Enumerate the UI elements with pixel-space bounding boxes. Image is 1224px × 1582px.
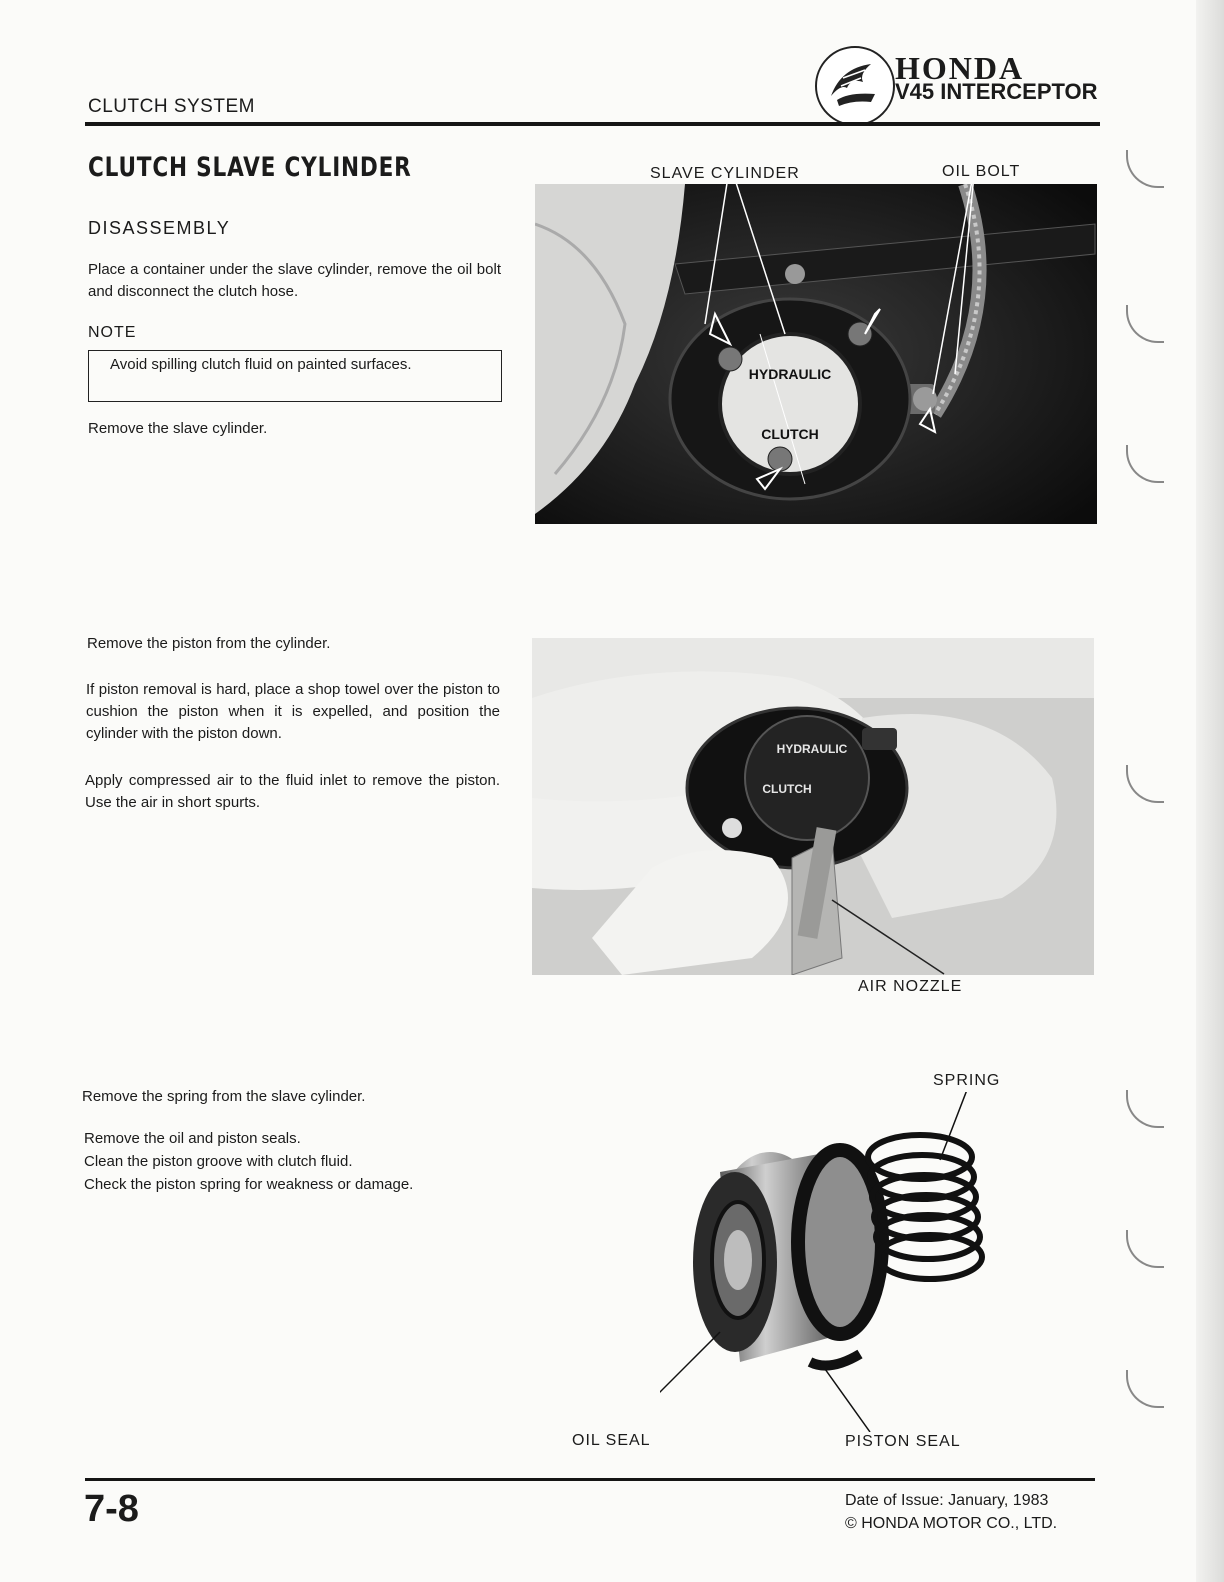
photo-piston-and-spring (660, 1092, 1020, 1432)
instruction-paragraph: If piston removal is hard, place a shop towel over the piston to cushion the piston when it is expelled, and position the cylinder with the piston down. (86, 681, 500, 742)
label-piston-seal: PISTON SEAL (845, 1433, 961, 1450)
label-oil-bolt: OIL BOLT (942, 163, 1021, 180)
honda-wing-logo (815, 46, 895, 126)
label-slave-cylinder: SLAVE CYLINDER (650, 165, 800, 182)
binder-ring (1126, 445, 1164, 483)
copyright: © HONDA MOTOR CO., LTD. (845, 1515, 1058, 1532)
page-edge-shadow (1196, 0, 1224, 1582)
note-label: NOTE (88, 324, 137, 341)
issue-date: Date of Issue: January, 1983 (845, 1492, 1049, 1509)
header-rule (85, 122, 1100, 126)
instruction-paragraph: Remove the oil and piston seals. (84, 1130, 301, 1147)
instruction-paragraph: Remove the slave cylinder. (88, 420, 268, 437)
binder-ring (1126, 1090, 1164, 1128)
photo-air-nozzle-removal (532, 638, 1094, 975)
instruction-paragraph: Remove the piston from the cylinder. (87, 635, 331, 652)
page-title: CLUTCH SLAVE CYLINDER (88, 152, 412, 183)
section-title: CLUTCH SYSTEM (88, 96, 255, 117)
instruction-paragraph: Remove the spring from the slave cylinder. (82, 1088, 366, 1105)
binder-ring (1126, 305, 1164, 343)
binder-ring (1126, 1370, 1164, 1408)
instruction-paragraph: Check the piston spring for weakness or damage. (84, 1176, 414, 1193)
binder-ring (1126, 1230, 1164, 1268)
page-number: 7-8 (84, 1488, 139, 1530)
note-text: Avoid spilling clutch fluid on painted surfaces. (110, 356, 412, 373)
label-air-nozzle: AIR NOZZLE (858, 978, 963, 995)
footer-rule (85, 1478, 1095, 1481)
instruction-paragraph: Clean the piston groove with clutch fluid. (84, 1153, 353, 1170)
label-oil-seal: OIL SEAL (572, 1432, 651, 1449)
cap-text-bottom: CLUTCH (762, 782, 812, 796)
brand-name: HONDA (895, 50, 1025, 86)
cap-text-bottom: CLUTCH (761, 426, 819, 442)
photo-slave-cylinder-on-engine (535, 184, 1097, 524)
label-spring: SPRING (933, 1072, 1001, 1089)
subheading-disassembly: DISASSEMBLY (88, 218, 231, 238)
cap-text-top: HYDRAULIC (776, 742, 848, 756)
binder-ring (1126, 150, 1164, 188)
instruction-paragraph: Place a container under the slave cylinder, remove the oil bolt and disconnect the clutch hose. (88, 261, 501, 300)
binder-ring (1126, 765, 1164, 803)
cap-text-top: HYDRAULIC (748, 366, 832, 382)
instruction-paragraph: Apply compressed air to the fluid inlet to remove the piston. Use the air in short spurts. (85, 772, 500, 811)
model-name: V45 INTERCEPTOR (895, 79, 1098, 104)
